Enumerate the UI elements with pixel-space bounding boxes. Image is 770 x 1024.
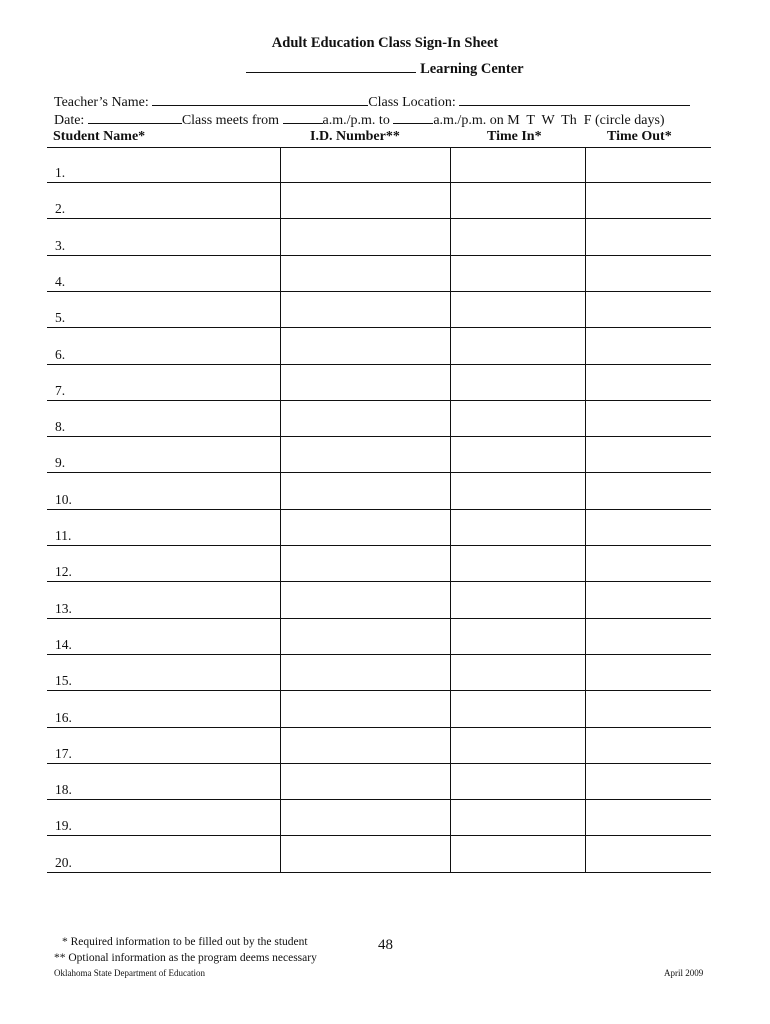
table-row[interactable] <box>47 220 711 256</box>
optional-footnote: ** Optional information as the program deems necessary <box>54 952 317 964</box>
days-options[interactable]: M T W Th F <box>507 113 592 128</box>
meets-from-label: Class meets from <box>181 113 280 128</box>
table-row[interactable] <box>47 437 711 473</box>
table-row[interactable] <box>47 256 711 292</box>
row-number: 18. <box>55 782 72 798</box>
table-header <box>47 129 711 148</box>
row-number: 20. <box>55 854 72 870</box>
table-row[interactable] <box>47 546 711 582</box>
table-row[interactable] <box>47 655 711 691</box>
learning-center-blank[interactable] <box>246 60 416 73</box>
row-rule <box>47 872 711 873</box>
page-number: 48 <box>378 937 393 953</box>
table-row[interactable] <box>47 619 711 655</box>
end-time-blank[interactable] <box>393 111 433 124</box>
column-time-out: Time Out* <box>607 129 672 144</box>
row-number: 17. <box>55 745 72 761</box>
column-id-number: I.D. Number** <box>310 129 400 144</box>
row-number: 14. <box>55 636 72 652</box>
table-row[interactable] <box>47 329 711 365</box>
table-row[interactable] <box>47 728 711 764</box>
circle-days-note: (circle days) <box>595 113 665 128</box>
date-schedule-row <box>54 111 714 129</box>
row-number: 8. <box>55 419 66 435</box>
table-row[interactable] <box>47 365 711 401</box>
to-label: a.m./p.m. to <box>322 113 390 128</box>
date-blank[interactable] <box>88 111 182 124</box>
row-number: 9. <box>55 455 66 471</box>
row-number: 10. <box>55 491 72 507</box>
column-time-in: Time In* <box>487 129 542 144</box>
table-row[interactable] <box>47 692 711 728</box>
table-row[interactable] <box>47 183 711 219</box>
table-row[interactable] <box>47 147 711 183</box>
column-divider-timein-timeout <box>585 147 586 873</box>
class-location-label: Class Location: <box>368 95 456 110</box>
column-student-name: Student Name* <box>53 129 146 144</box>
row-number: 15. <box>55 673 72 689</box>
start-time-blank[interactable] <box>283 111 323 124</box>
teacher-name-label: Teacher’s Name: <box>54 95 149 110</box>
table-row[interactable] <box>47 764 711 800</box>
date-label: Date: <box>54 113 85 128</box>
row-number: 5. <box>55 310 66 326</box>
row-number: 3. <box>55 237 66 253</box>
row-number: 12. <box>55 564 72 580</box>
department-name: Oklahoma State Department of Education <box>54 968 205 978</box>
row-number: 6. <box>55 346 66 362</box>
row-number: 16. <box>55 709 72 725</box>
column-divider-name-id <box>280 147 281 873</box>
table-row[interactable] <box>47 583 711 619</box>
row-number: 1. <box>55 165 66 180</box>
table-row[interactable] <box>47 401 711 437</box>
sign-in-table <box>47 147 711 873</box>
class-location-blank[interactable] <box>459 93 690 106</box>
row-number: 2. <box>55 201 66 217</box>
table-row[interactable] <box>47 510 711 546</box>
teacher-name-blank[interactable] <box>152 93 368 106</box>
teacher-location-row <box>54 93 714 111</box>
table-row[interactable] <box>47 800 711 836</box>
row-number: 13. <box>55 600 72 616</box>
table-row[interactable] <box>47 292 711 328</box>
on-label: a.m./p.m. on <box>433 113 504 128</box>
learning-center-line <box>0 60 770 78</box>
learning-center-label: Learning Center <box>420 61 524 77</box>
row-number: 7. <box>55 382 66 398</box>
table-row[interactable] <box>47 837 711 873</box>
table-row[interactable] <box>47 474 711 510</box>
column-divider-id-timein <box>450 147 451 873</box>
row-number: 4. <box>55 273 66 289</box>
page-title: Adult Education Class Sign-In Sheet <box>271 35 499 51</box>
revision-date: April 2009 <box>664 968 704 978</box>
row-number: 11. <box>55 528 72 543</box>
required-footnote: * Required information to be filled out by the student <box>62 936 308 948</box>
row-number: 19. <box>55 818 72 834</box>
